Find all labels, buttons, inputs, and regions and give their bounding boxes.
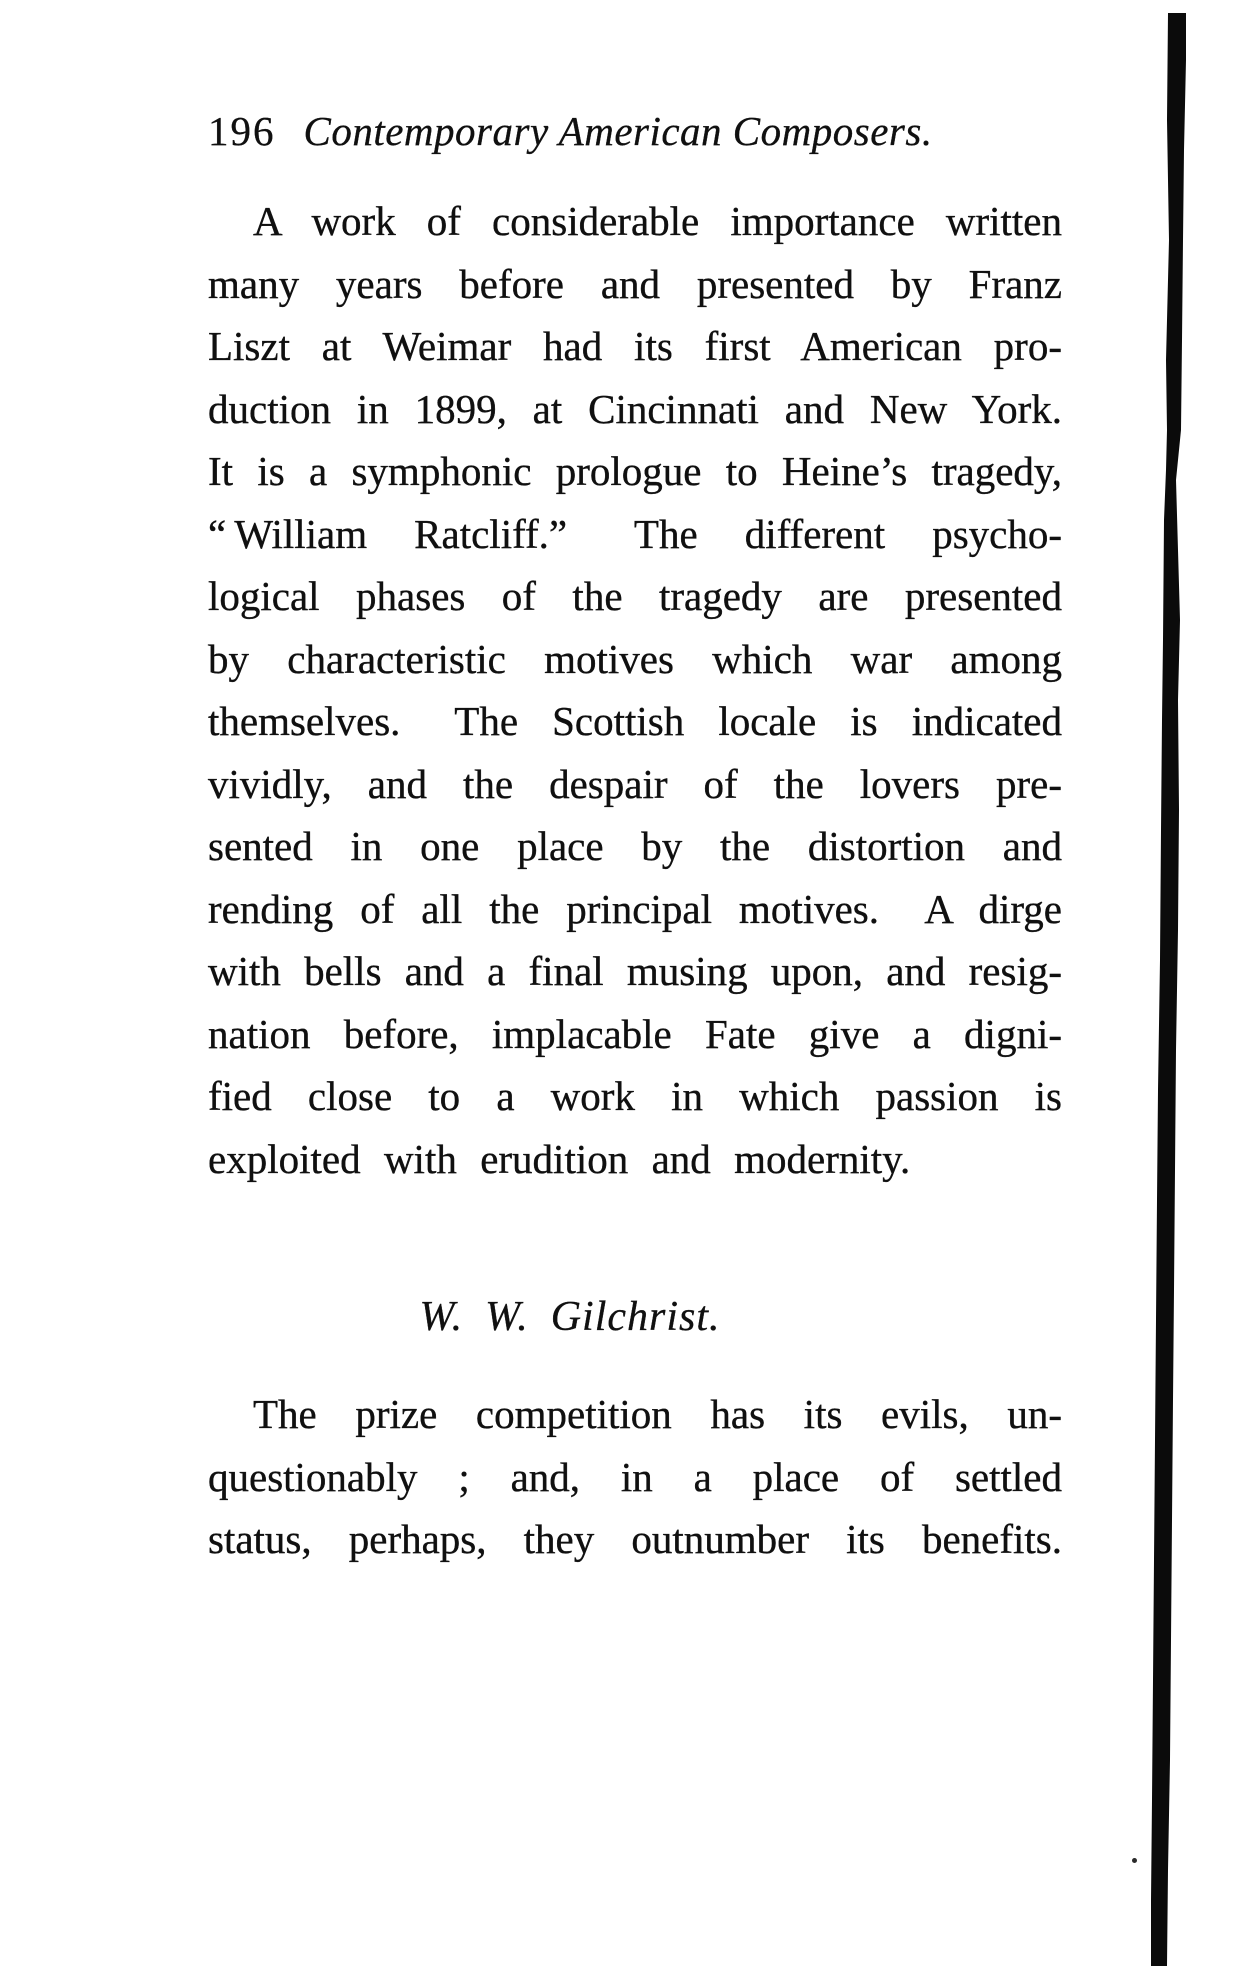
text-line: rending of all the principal motives. A dirge — [208, 885, 1062, 932]
text-line: by characteristic motives which war among — [208, 635, 1062, 682]
text-line: with bells and a final musing upon, and resig- — [208, 948, 1062, 994]
paragraph-1 — [208, 190, 1062, 1190]
text-line: It is a symphonic prologue to Heine’s tragedy, — [208, 448, 1062, 494]
text-line: fied close to a work in which passion is — [208, 1073, 1062, 1119]
text-line: vividly, and the despair of the lovers pre- — [208, 760, 1062, 807]
page-header — [208, 100, 1062, 163]
page-number: 196 — [208, 108, 276, 154]
text-line: duction in 1899, at Cincinnati and New York. — [208, 385, 1062, 432]
text-line: logical phases of the tragedy are presented — [208, 573, 1062, 619]
ink-speck — [1132, 1858, 1137, 1863]
text-line: nation before, implacable Fate give a digni- — [208, 1010, 1062, 1057]
text-line: A work of considerable importance written — [253, 198, 1062, 244]
text-line: questionably ; and, in a place of settled — [208, 1453, 1062, 1500]
text-line: many years before and presented by Franz — [208, 260, 1062, 307]
text-line: themselves. The Scottish locale is indicated — [208, 698, 1062, 744]
running-title: Contemporary American Composers. — [303, 108, 933, 154]
text-line: exploited with erudition and modernity. — [208, 1135, 911, 1182]
binding-shadow — [1140, 0, 1200, 1966]
text-line: sented in one place by the distortion and — [208, 823, 1062, 869]
text-line: Liszt at Weimar had its first American pro- — [208, 323, 1062, 369]
paragraph-2 — [208, 1383, 1062, 1571]
text-line: The prize competition has its evils, un- — [253, 1391, 1062, 1437]
text-line: “ William Ratcliff.” The different psycho- — [208, 510, 1062, 557]
section-heading: W. W. Gilchrist. — [419, 1294, 721, 1340]
text-line: status, perhaps, they outnumber its benefits. — [208, 1516, 1062, 1562]
